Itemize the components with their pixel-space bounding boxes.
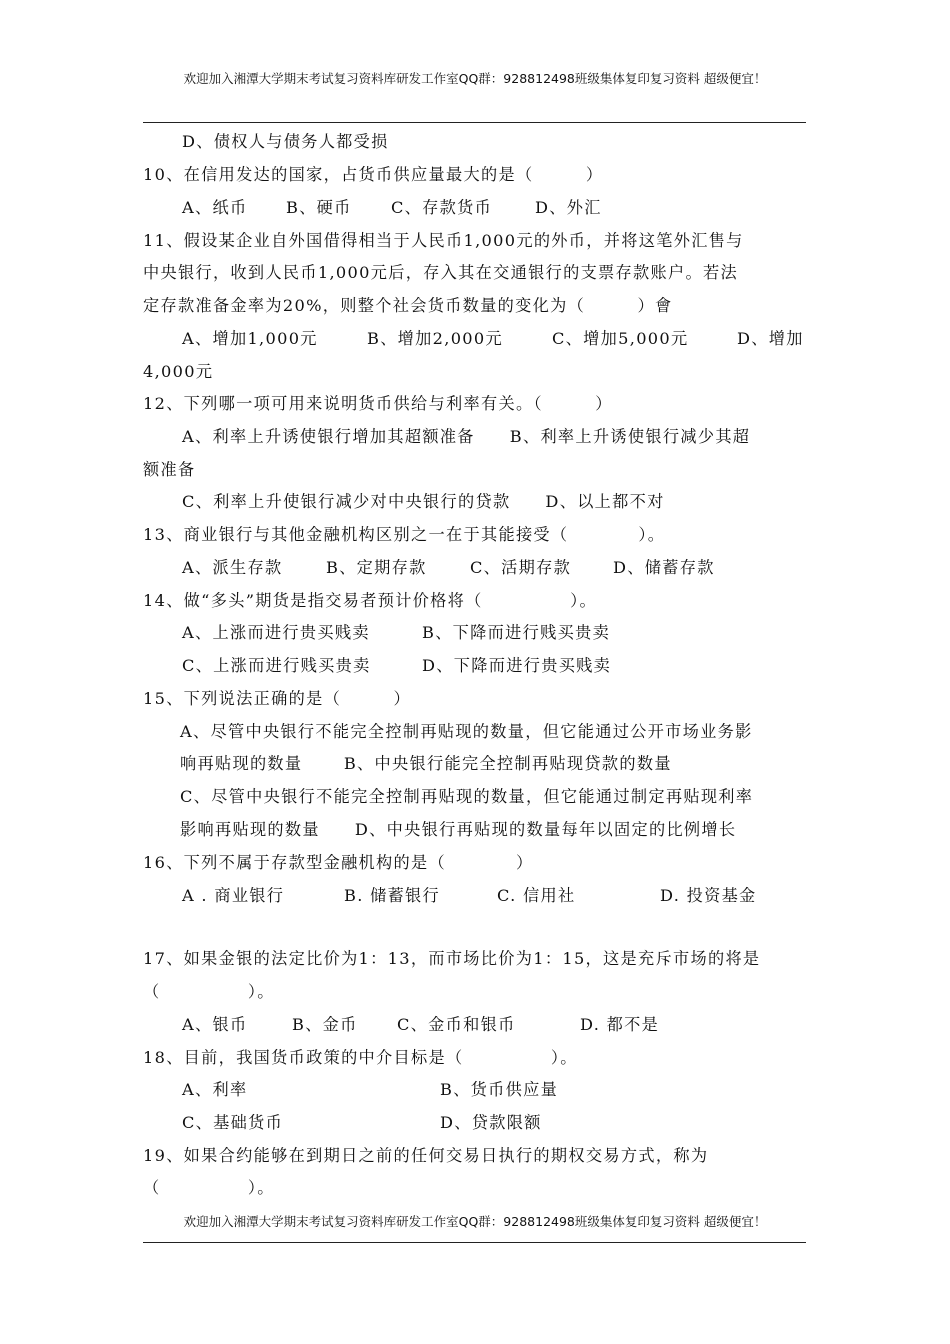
option-c: C、上涨而进行贱买贵卖 xyxy=(182,656,371,675)
question-12-options-ab-cont: 额准备 xyxy=(143,460,196,479)
question-12-options-cd: C、利率上升使银行减少对中央银行的贷款 D、以上都不对 xyxy=(182,492,665,511)
question-15-option-c-line-1: C、尽管中央银行不能完全控制再贴现的数量，但它能通过制定再贴现利率 xyxy=(180,787,754,806)
question-11-option-d-cont: 4,000元 xyxy=(143,362,214,381)
question-15-option-a-line-2: 响再贴现的数量 B、中央银行能完全控制再贴现贷款的数量 xyxy=(180,754,672,773)
question-14: 14、做“多头”期货是指交易者预计价格将（ ）。 xyxy=(143,591,597,610)
question-19-line-1: 19、如果合约能够在到期日之前的任何交易日执行的期权交易方式，称为 xyxy=(143,1146,709,1165)
option-b: B、下降而进行贱买贵卖 xyxy=(422,623,611,642)
question-12-options-ab: A、利率上升诱使银行增加其超额准备 B、利率上升诱使银行减少其超 xyxy=(182,427,751,446)
question-15-option-c-line-2: 影响再贴现的数量 D、中央银行再贴现的数量每年以固定的比例增长 xyxy=(180,820,737,839)
question-12: 12、下列哪一项可用来说明货币供给与利率有关。（ ） xyxy=(143,394,613,413)
option-b: B、增加2,000元 xyxy=(367,329,503,348)
option-a: A、银币 xyxy=(182,1015,248,1034)
option-b: B、金币 xyxy=(292,1015,358,1034)
question-13: 13、商业银行与其他金融机构区别之一在于其能接受（ ）。 xyxy=(143,525,666,544)
question-17-line-1: 17、如果金银的法定比价为1：13，而市场比价为1：15，这是充斥市场的将是 xyxy=(143,949,761,968)
option-d: D、下降而进行贵买贱卖 xyxy=(422,656,612,675)
option-c: C、存款货币 xyxy=(391,198,493,217)
option-c: C、金币和银币 xyxy=(397,1015,516,1034)
option-d: D、储蓄存款 xyxy=(613,558,715,577)
page-footer: 欢迎加入湘潭大学期末考试复习资料库研发工作室QQ群：928812498班级集体复印复习资料 超级便宜！ xyxy=(183,1214,767,1229)
option-a: A、利率 xyxy=(182,1080,248,1099)
option-c: C、增加5,000元 xyxy=(552,329,689,348)
header-divider xyxy=(143,122,806,123)
question-11-line-3: 定存款准备金率为20%，则整个社会货币数量的变化为（ ）會 xyxy=(143,296,673,315)
option-d: D、外汇 xyxy=(535,198,602,217)
footer-divider xyxy=(143,1242,806,1243)
option-b: B、货币供应量 xyxy=(440,1080,559,1099)
question-16: 16、下列不属于存款型金融机构的是（ ） xyxy=(143,853,534,872)
question-11-line-1: 11、假设某企业自外国借得相当于人民币1,000元的外币，并将这笔外汇售与 xyxy=(143,231,744,250)
option-b: B、定期存款 xyxy=(326,558,427,577)
question-18: 18、目前，我国货币政策的中介目标是（ ）。 xyxy=(143,1048,578,1067)
option-c: C、活期存款 xyxy=(470,558,572,577)
option-a: A、上涨而进行贵买贱卖 xyxy=(182,623,370,642)
option-d: D、贷款限额 xyxy=(440,1113,542,1132)
option-a: A . 商业银行 xyxy=(182,886,285,905)
option-line: D、债权人与债务人都受损 xyxy=(182,132,389,151)
question-11-line-2: 中央银行，收到人民币1,000元后，存入其在交通银行的支票存款账户。若法 xyxy=(143,263,738,282)
option-c: C. 信用社 xyxy=(497,886,576,905)
option-c: C、基础货币 xyxy=(182,1113,284,1132)
option-d: D、增加 xyxy=(737,329,804,348)
option-a: A、增加1,000元 xyxy=(182,329,318,348)
option-a: A、纸币 xyxy=(182,198,248,217)
question-19-line-2: （ ）。 xyxy=(143,1178,275,1197)
option-b: B. 储蓄银行 xyxy=(344,886,441,905)
option-b: B、硬币 xyxy=(286,198,352,217)
option-a: A、派生存款 xyxy=(182,558,283,577)
question-10: 10、在信用发达的国家，占货币供应量最大的是（ ） xyxy=(143,165,604,184)
option-d: D. 都不是 xyxy=(580,1015,660,1034)
question-15: 15、下列说法正确的是（ ） xyxy=(143,689,412,708)
page-header: 欢迎加入湘潭大学期末考试复习资料库研发工作室QQ群：928812498班级集体复印复习资料 超级便宜！ xyxy=(183,71,767,86)
option-d: D. 投资基金 xyxy=(660,886,757,905)
question-15-option-a-line-1: A、尽管中央银行不能完全控制再贴现的数量，但它能通过公开市场业务影 xyxy=(180,722,753,741)
question-17-line-2: （ ）。 xyxy=(143,982,275,1001)
